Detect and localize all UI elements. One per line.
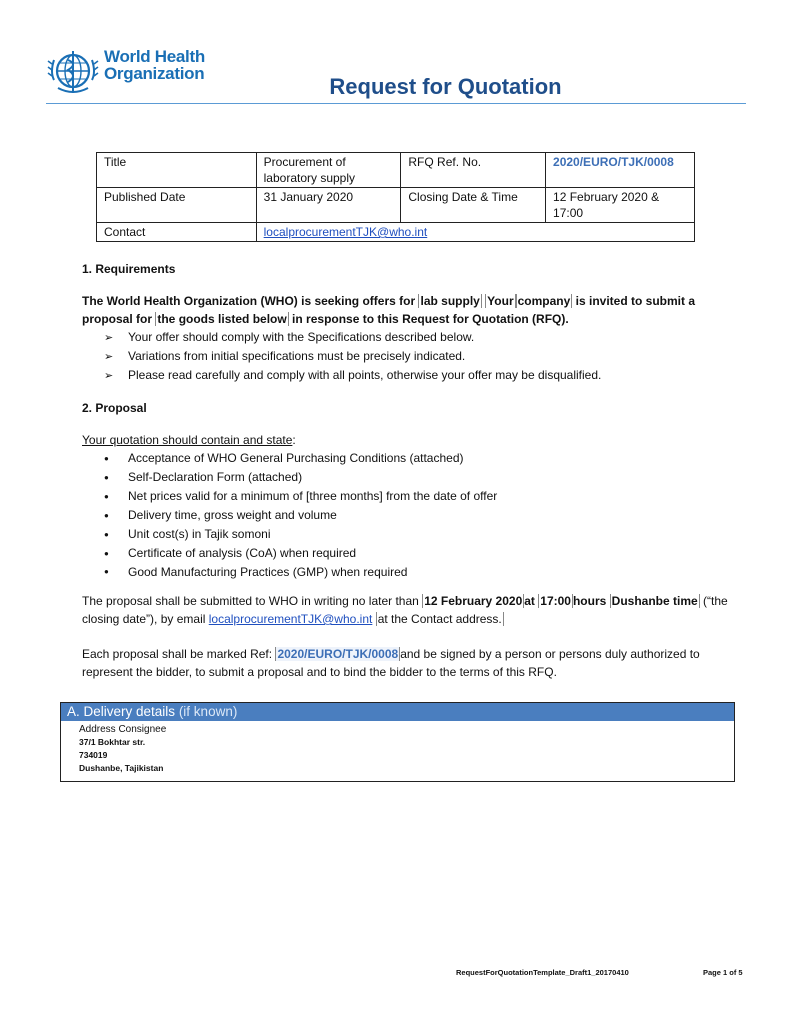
list-item: ➢ Variations from initial specifications must be precisely indicated. xyxy=(104,347,601,366)
closing-date-label: Closing Date & Time xyxy=(401,188,546,223)
org-name-line1: World Health xyxy=(104,47,205,66)
list-item: ➢ Your offer should comply with the Specifications described below. xyxy=(104,328,601,347)
submit-email-link[interactable]: localprocurementTJK@who.int xyxy=(208,612,373,626)
intro-goods-field: lab supply xyxy=(420,294,480,308)
intro-text-e: is invited to submit a proposal for xyxy=(82,294,696,326)
title-value: Procurement of laboratory supply xyxy=(256,153,401,188)
footer-page-number: Page 1 of 5 xyxy=(703,968,743,977)
marked-text-b: and be signed by a person or persons duly authorized to represent the bidder, to submit a proposal and to bind the bidder to the terms of this RFQ. xyxy=(82,647,700,679)
submit-text-b: (“the closing date”), xyxy=(82,594,728,626)
rfq-ref-label: RFQ Ref. No. xyxy=(401,153,546,188)
page-title: Request for Quotation xyxy=(329,74,562,99)
intro-text-a: The World Health Organization (WHO) is seeking offers for xyxy=(82,294,416,308)
list-item: ● Delivery time, gross weight and volume xyxy=(104,506,497,525)
list-item: ● Unit cost(s) in Tajik somoni xyxy=(104,525,497,544)
consignee-label: Address Consignee xyxy=(79,724,167,735)
requirements-intro xyxy=(82,292,742,328)
proposal-lead xyxy=(82,431,742,449)
table-row xyxy=(97,188,695,223)
rfq-ref-value: 2020/EURO/TJK/0008 xyxy=(546,153,695,188)
delivery-details-box xyxy=(60,702,735,782)
proposal-list xyxy=(104,449,497,582)
submission-paragraph xyxy=(82,592,742,628)
header-divider xyxy=(46,103,746,104)
list-item: ● Acceptance of WHO General Purchasing Conditions (attached) xyxy=(104,449,497,468)
delivery-heading-note: (if known) xyxy=(178,704,238,719)
rfq-info-table xyxy=(96,152,695,242)
submit-text-d: at the Contact address. xyxy=(377,612,502,626)
table-row xyxy=(97,153,695,188)
submit-text-a: The proposal shall be submitted to WHO in writing no later than xyxy=(82,594,419,608)
submit-hours: hours xyxy=(572,594,607,608)
submit-at: at xyxy=(524,594,535,608)
proposal-lead-text: Your quotation should contain and state xyxy=(82,433,293,447)
title-label: Title xyxy=(97,153,257,188)
published-date-label: Published Date xyxy=(97,188,257,223)
marked-ref: 2020/EURO/TJK/0008 xyxy=(277,647,399,661)
list-item: ● Net prices valid for a minimum of [three months] from the date of offer xyxy=(104,487,497,506)
address-line-1: 37/1 Bokhtar str. xyxy=(79,737,146,747)
submit-date: 12 February 2020 xyxy=(424,594,523,608)
list-item: ● Certificate of analysis (CoA) when required xyxy=(104,544,497,563)
requirements-heading: 1. Requirements xyxy=(82,262,176,276)
list-item: ➢ Please read carefully and comply with all points, otherwise your offer may be disqualified. xyxy=(104,366,601,385)
closing-date-value: 12 February 2020 & 17:00 xyxy=(546,188,695,223)
intro-company-field: company xyxy=(517,294,571,308)
contact-email-link[interactable]: localprocurementTJK@who.int xyxy=(263,225,428,239)
proposal-heading: 2. Proposal xyxy=(82,401,147,415)
delivery-details-header xyxy=(61,703,734,721)
delivery-heading: A. Delivery details xyxy=(67,704,176,719)
marking-paragraph xyxy=(82,645,742,681)
intro-goods-listed: the goods listed below xyxy=(157,312,287,326)
delivery-address xyxy=(61,721,734,781)
intro-your: Your xyxy=(487,294,514,308)
contact-label: Contact xyxy=(97,223,257,242)
list-item: ● Good Manufacturing Practices (GMP) when required xyxy=(104,563,497,582)
submit-city: Dushanbe time xyxy=(611,594,698,608)
proposal-lead-colon: : xyxy=(292,433,296,447)
footer-template-name: RequestForQuotationTemplate_Draft1_20170410 xyxy=(456,968,629,977)
marked-text-a: Each proposal shall be marked Ref: xyxy=(82,647,273,661)
org-name-line2: Organization xyxy=(104,64,205,83)
address-line-3: Dushanbe, Tajikistan xyxy=(79,763,164,773)
published-date-value: 31 January 2020 xyxy=(256,188,401,223)
requirements-list xyxy=(104,328,601,385)
table-row xyxy=(97,223,695,242)
address-line-2: 734019 xyxy=(79,750,108,760)
submit-time: 17:00 xyxy=(540,594,571,608)
submit-text-c: by email xyxy=(160,612,206,626)
list-item: ● Self-Declaration Form (attached) xyxy=(104,468,497,487)
intro-text-g: in response to this Request for Quotation (RFQ). xyxy=(292,312,569,326)
